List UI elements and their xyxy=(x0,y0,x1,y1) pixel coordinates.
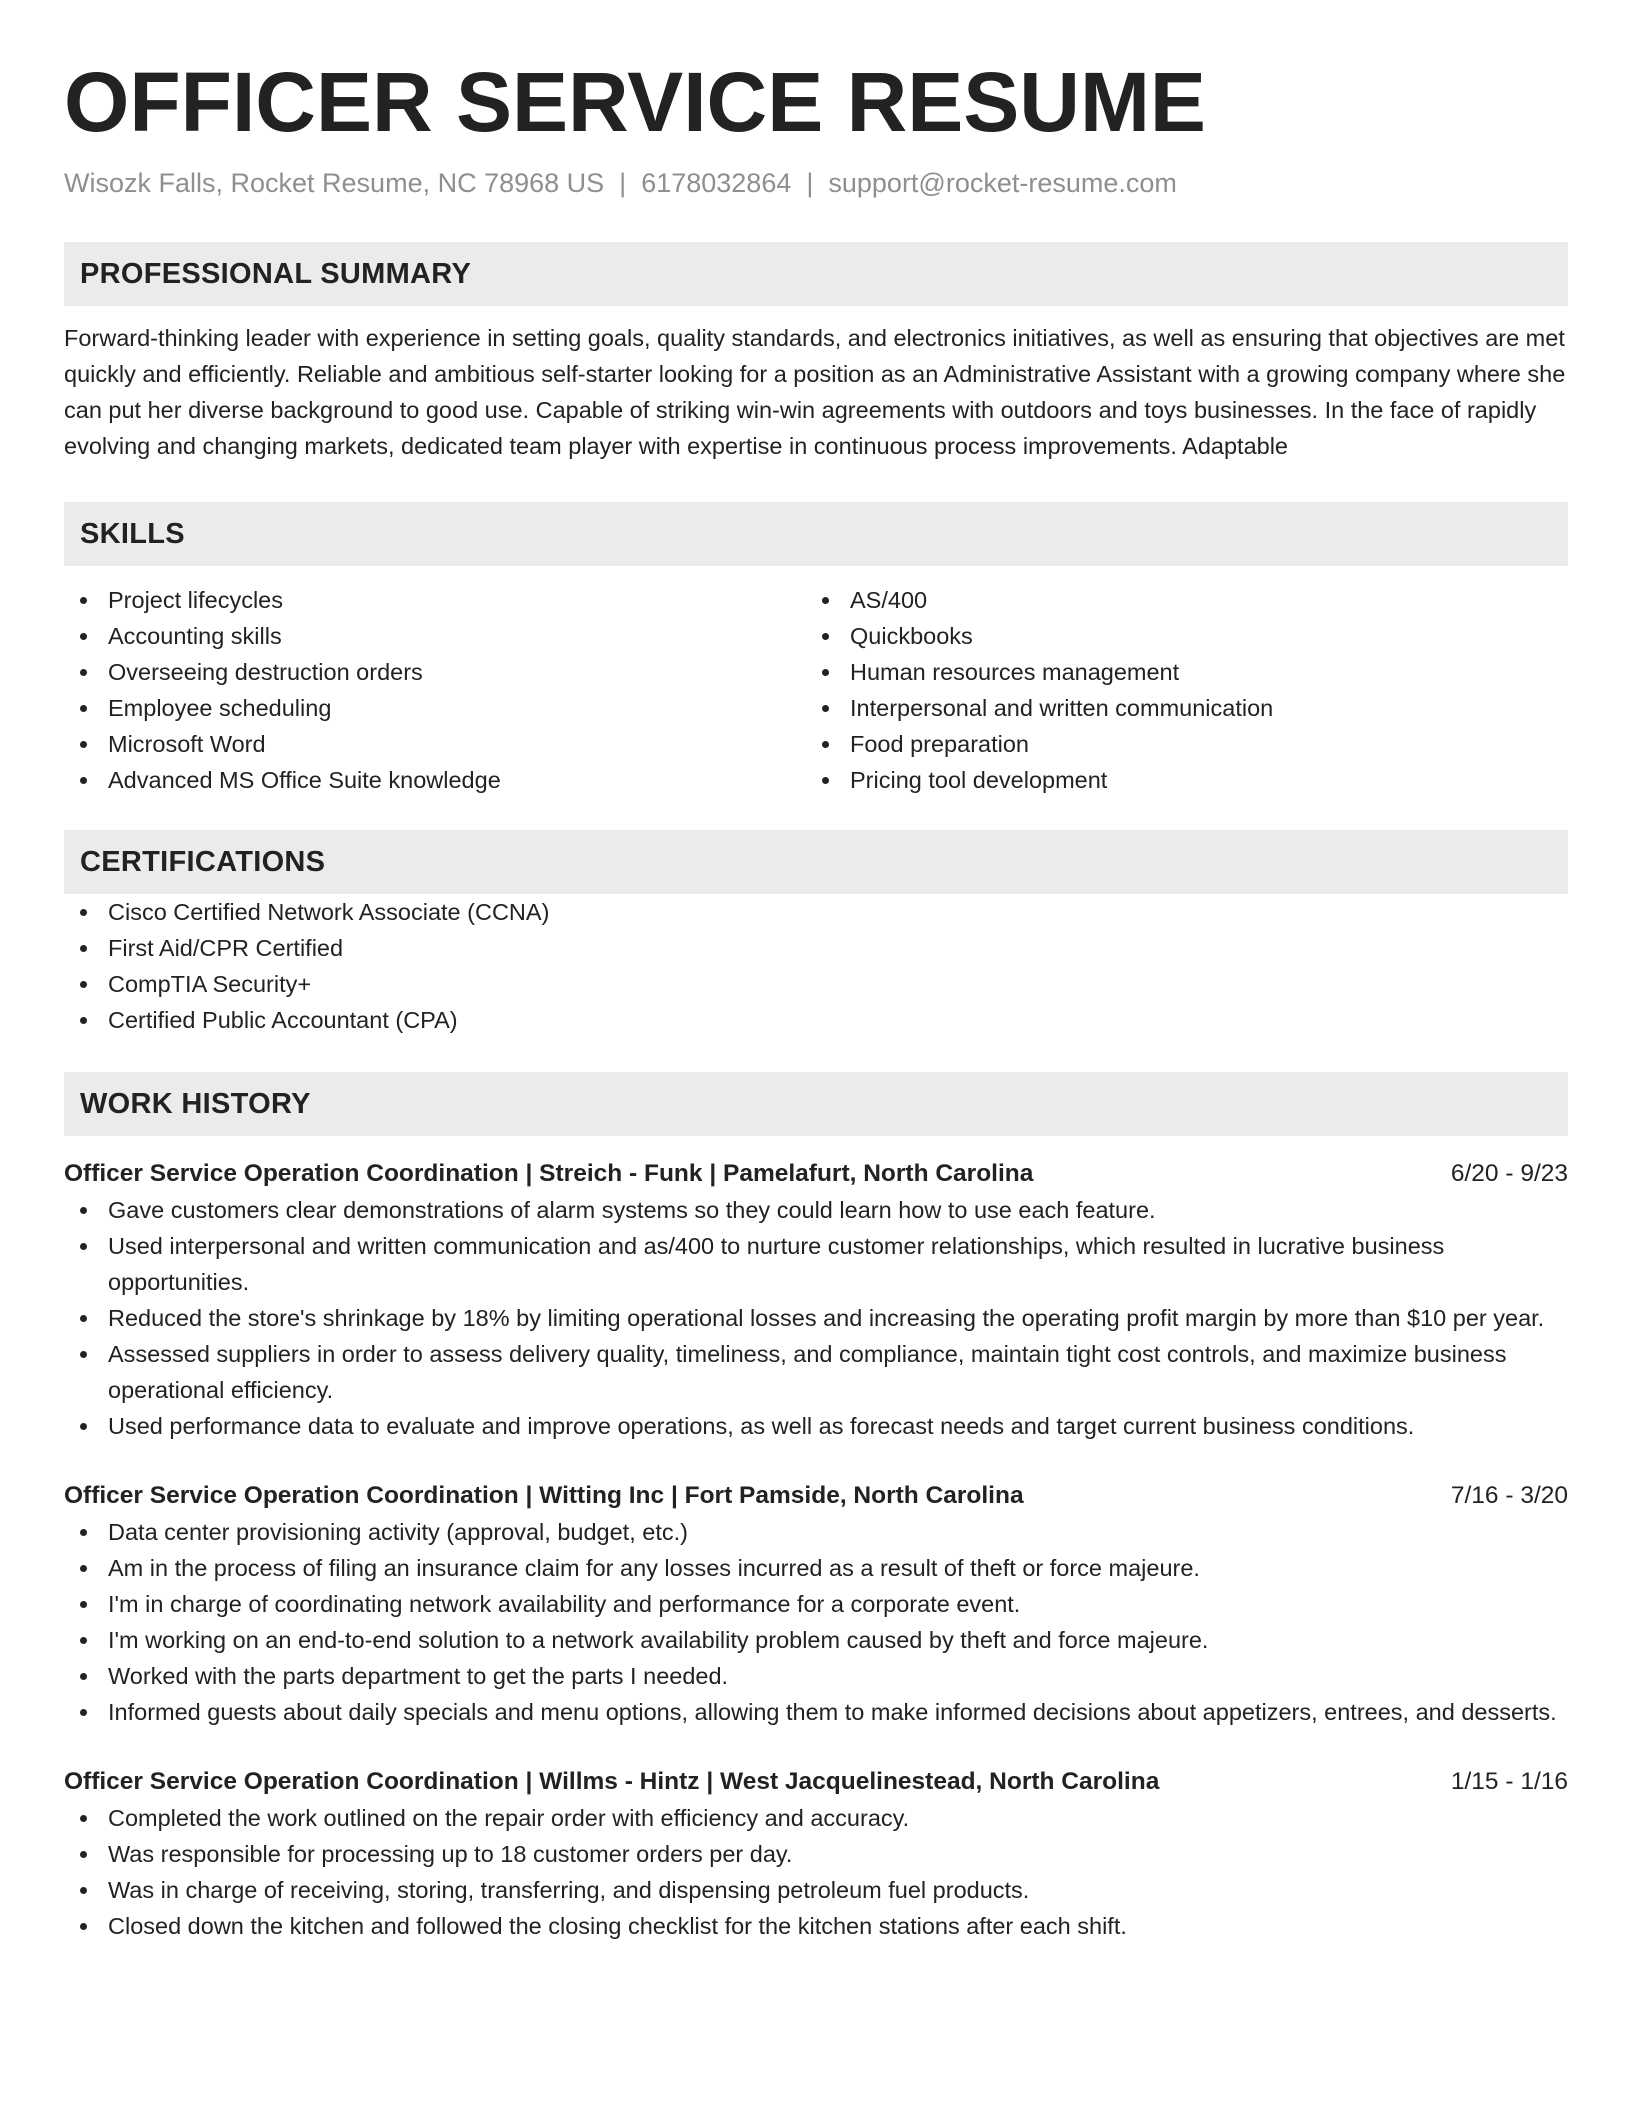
job-entry xyxy=(64,1764,1568,1944)
contact-address: Wisozk Falls, Rocket Resume, NC 78968 US xyxy=(64,168,605,198)
skill-item: AS/400 xyxy=(806,582,1548,618)
skills-list-left xyxy=(64,582,806,798)
certification-item: Cisco Certified Network Associate (CCNA) xyxy=(64,894,1568,930)
job-title: Officer Service Operation Coordination | Streich - Funk | Pamelafurt, North Carolina xyxy=(64,1160,1034,1187)
job-duty: I'm in charge of coordinating network availability and performance for a corporate event. xyxy=(64,1586,1568,1622)
skill-item: Employee scheduling xyxy=(64,690,806,726)
job-duty: Was responsible for processing up to 18 customer orders per day. xyxy=(64,1836,1568,1872)
resume-title: OFFICER SERVICE RESUME xyxy=(64,55,1206,149)
summary-heading: PROFESSIONAL SUMMARY xyxy=(64,242,1568,306)
certification-item: CompTIA Security+ xyxy=(64,966,1568,1002)
skills-grid xyxy=(64,582,1568,798)
work-history-heading: WORK HISTORY xyxy=(64,1072,1568,1136)
job-header xyxy=(64,1764,1568,1800)
certifications-section xyxy=(64,830,1568,1038)
skill-item: Overseeing destruction orders xyxy=(64,654,806,690)
certifications-list xyxy=(64,894,1568,1038)
skill-item: Interpersonal and written communication xyxy=(806,690,1548,726)
contact-separator: | xyxy=(806,168,814,198)
job-entry xyxy=(64,1156,1568,1444)
job-duty: Assessed suppliers in order to assess delivery quality, timeliness, and compliance, maintain tight cost controls, and maximize business operational efficiency. xyxy=(64,1336,1568,1408)
contact-separator: | xyxy=(619,168,627,198)
skill-item: Food preparation xyxy=(806,726,1548,762)
certifications-heading: CERTIFICATIONS xyxy=(64,830,1568,894)
job-duties-list xyxy=(64,1514,1568,1730)
skill-item: Quickbooks xyxy=(806,618,1548,654)
certification-item: First Aid/CPR Certified xyxy=(64,930,1568,966)
job-duties-list xyxy=(64,1800,1568,1944)
skills-section xyxy=(64,502,1568,798)
job-dates: 1/15 - 1/16 xyxy=(1450,1768,1568,1795)
job-header xyxy=(64,1156,1568,1192)
skills-heading: SKILLS xyxy=(64,502,1568,566)
job-duty: Am in the process of filing an insurance claim for any losses incurred as a result of theft or force majeure. xyxy=(64,1550,1568,1586)
job-entry xyxy=(64,1478,1568,1730)
work-history-section xyxy=(64,1072,1568,1944)
job-duty: Closed down the kitchen and followed the closing checklist for the kitchen stations after each shift. xyxy=(64,1908,1568,1944)
certification-item: Certified Public Accountant (CPA) xyxy=(64,1002,1568,1038)
skill-item: Accounting skills xyxy=(64,618,806,654)
job-duty: Gave customers clear demonstrations of alarm systems so they could learn how to use each feature. xyxy=(64,1192,1568,1228)
skill-item: Pricing tool development xyxy=(806,762,1548,798)
job-duty: Worked with the parts department to get the parts I needed. xyxy=(64,1658,1568,1694)
contact-email: support@rocket-resume.com xyxy=(828,168,1177,198)
job-duty: Data center provisioning activity (approval, budget, etc.) xyxy=(64,1514,1568,1550)
job-header xyxy=(64,1478,1568,1514)
job-duty: Was in charge of receiving, storing, transferring, and dispensing petroleum fuel products. xyxy=(64,1872,1568,1908)
job-duty: Informed guests about daily specials and menu options, allowing them to make informed decisions about appetizers, entrees, and desserts. xyxy=(64,1694,1568,1730)
skill-item: Microsoft Word xyxy=(64,726,806,762)
job-dates: 6/20 - 9/23 xyxy=(1450,1160,1568,1187)
skill-item: Advanced MS Office Suite knowledge xyxy=(64,762,806,798)
job-duty: I'm working on an end-to-end solution to a network availability problem caused by theft and force majeure. xyxy=(64,1622,1568,1658)
skills-list-right xyxy=(806,582,1548,798)
skill-item: Project lifecycles xyxy=(64,582,806,618)
resume-page xyxy=(64,52,1568,1944)
job-duty: Reduced the store's shrinkage by 18% by limiting operational losses and increasing the operating profit margin by more than $10 per year. xyxy=(64,1300,1568,1336)
summary-text: Forward-thinking leader with experience in setting goals, quality standards, and electronics initiatives, as well as ensuring that objectives are met quickly and efficiently. Reliable and ambitious self-starter looking for a position as an Administrative Assistant with a growing company where she can put her diverse background to good use. Capable of striking win-win agreements with outdoors and toys businesses. In the face of rapidly evolving and changing markets, dedicated team player with expertise in continuous process improvements. Adaptable xyxy=(64,325,1566,459)
contact-phone: 6178032864 xyxy=(641,168,792,198)
job-title: Officer Service Operation Coordination | Willms - Hintz | West Jacquelinestead, North Carolina xyxy=(64,1768,1160,1795)
job-duty: Used interpersonal and written communication and as/400 to nurture customer relationships, which resulted in lucrative business opportunities. xyxy=(64,1228,1568,1300)
job-title: Officer Service Operation Coordination | Witting Inc | Fort Pamside, North Carolina xyxy=(64,1482,1024,1509)
job-duty: Completed the work outlined on the repair order with efficiency and accuracy. xyxy=(64,1800,1568,1836)
job-duty: Used performance data to evaluate and improve operations, as well as forecast needs and target current business conditions. xyxy=(64,1408,1568,1444)
job-dates: 7/16 - 3/20 xyxy=(1450,1482,1568,1509)
contact-line xyxy=(64,164,1568,202)
skill-item: Human resources management xyxy=(806,654,1548,690)
summary-section xyxy=(64,242,1568,464)
job-duties-list xyxy=(64,1192,1568,1444)
